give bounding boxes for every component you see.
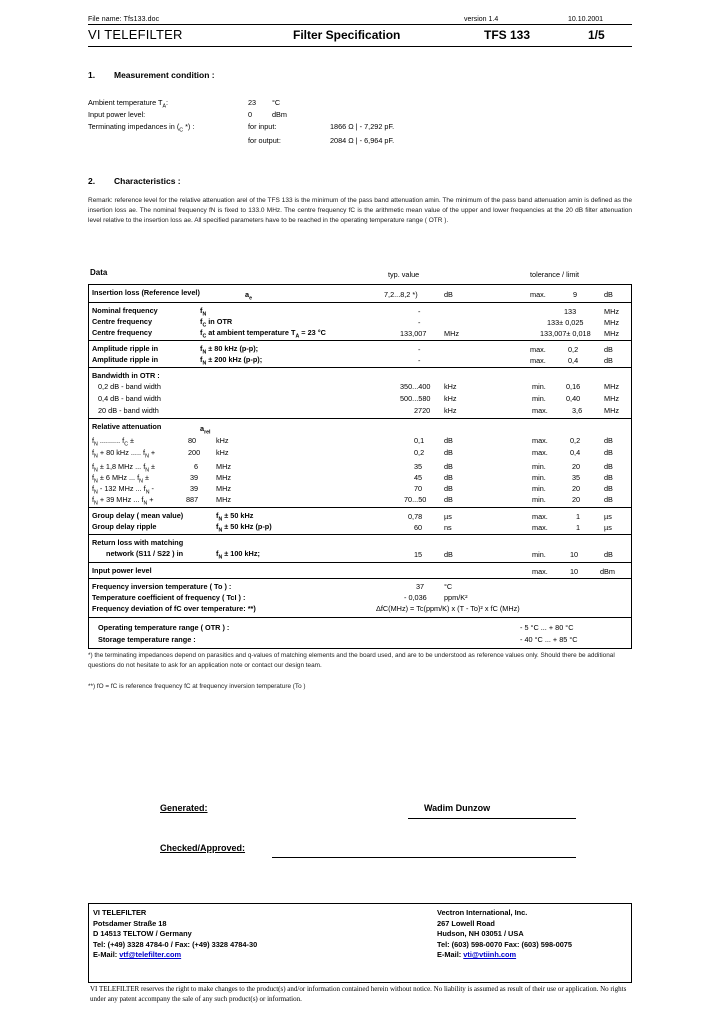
row-operating-temp-value: - 5 °C ... + 80 °C [520, 623, 574, 632]
row-bw-20-typ: 2720 [414, 406, 431, 415]
row-group-ripple-unit: µs [604, 523, 612, 532]
row-centre-freq-otr-name: Centre frequency [92, 317, 153, 326]
row-bw-20-name: 20 dB - band width [98, 406, 159, 415]
row-rel-1-typ: 0,1 [414, 436, 425, 445]
row-ripple-200-sym: $f_N \pm 200$ kHz (p-p); [200, 355, 263, 367]
footer-box [88, 903, 632, 983]
row-bw-20-tol: 3,6 [572, 406, 583, 415]
row-storage-temp-name: Storage temperature range : [98, 635, 196, 644]
row-bw-04-typ: 500...580 [400, 394, 431, 403]
input-power-unit: dBm [272, 110, 288, 119]
row-nominal-freq-unit: MHz [604, 307, 619, 316]
section2-number: 2. [88, 176, 96, 186]
row-rel-4-tol: 35 [572, 473, 581, 482]
table-rule-3 [88, 340, 632, 341]
row-storage-temp-value: - 40 °C ... + 85 °C [520, 635, 578, 644]
footer-left-line2: Potsdamer Straße 18 [93, 918, 167, 928]
row-insertion-loss-name: Insertion loss (Reference level) [92, 288, 200, 297]
row-return-loss-unit: dB [604, 550, 613, 559]
row-rel-att-sym: $a_{rel}$ [200, 424, 211, 436]
legal-disclaimer: VI TELEFILTER reserves the right to make changes to the product(s) and/or information contained herein without notice. No liability is assumed as result of their use or application. No rights under any patent accompany the sale of any such product(s) or information. [90, 985, 627, 1003]
row-rel-5-tol-pre: min. [532, 484, 546, 493]
footer-right-line2: 267 Lowell Road [437, 918, 495, 928]
row-insertion-loss-typ-unit: dB [444, 290, 453, 299]
row-rel-6-tol-pre: min. [532, 495, 546, 504]
row-ripple-200-typ: - [418, 356, 421, 365]
header-rule-top [88, 24, 632, 25]
row-ripple-80-typ: - [418, 345, 421, 354]
row-return-loss-name2: network (S11 / S22 ) in [106, 549, 184, 558]
row-ripple-200-tol: 0,4 [568, 356, 579, 365]
row-rel-1-name: $f_N$ .......... $f_C$ ± [92, 436, 135, 448]
footer-left-line4: Tel: (+49) 3328 4784-0 / Fax: (+49) 3328 4784-30 [93, 939, 258, 949]
row-bw-04-typ-unit: kHz [444, 394, 457, 403]
generated-label: Generated: [160, 803, 208, 813]
row-rel-5-unit2: dB [604, 484, 613, 493]
row-centre-freq-otr-tol: 133± 0,025 [547, 318, 584, 327]
row-group-delay-typ: 0,78 [408, 512, 423, 521]
footer-left-line3: D 14513 TELTOW / Germany [93, 929, 192, 939]
footer-right-line1: Vectron International, Inc. [437, 908, 528, 917]
row-insertion-loss-tol: 9 [573, 290, 578, 299]
row-bw-20-tol-pre: max. [532, 406, 548, 415]
row-group-delay-unit: µs [604, 512, 612, 521]
row-ripple-80-unit: dB [604, 345, 613, 354]
row-rel-5-typ-unit: dB [444, 484, 453, 493]
row-rel-1-unit2: dB [604, 436, 613, 445]
footer-right-email-label: E-Mail: [437, 950, 462, 960]
row-rel-3-unit: MHz [216, 462, 231, 471]
row-group-delay-tol: 1 [576, 512, 581, 521]
row-rel-6-unit2: dB [604, 495, 613, 504]
generated-signature-line [408, 818, 576, 819]
table-rule-6 [88, 507, 632, 508]
row-insertion-loss-sym: $a_e$ [245, 290, 252, 302]
row-rel-4-name: $f_N \pm 6$ MHz ... $f_N$ ± [92, 473, 149, 485]
term-output-label: for output: [248, 136, 281, 145]
row-rel-5-freq: 39 [190, 484, 199, 493]
row-return-loss-sym: $f_N \pm 100$ kHz; [216, 549, 260, 561]
row-rel-4-unit: MHz [216, 473, 231, 482]
term-input-label: for input: [248, 122, 277, 131]
row-input-power-tol: 10 [570, 567, 579, 576]
row-group-ripple-typ: 60 [414, 523, 423, 532]
row-rel-4-freq: 39 [190, 473, 199, 482]
row-tc-unit: ppm/K² [444, 593, 468, 602]
row-centre-freq-amb-name: Centre frequency [92, 328, 153, 337]
row-bw-02-name: 0,2 dB - band width [98, 382, 161, 391]
row-rel-6-freq: 887 [186, 495, 199, 504]
row-ripple-80-tol: 0,2 [568, 345, 579, 354]
row-bw-04-tol: 0,40 [566, 394, 581, 403]
footer-left-column [93, 908, 257, 961]
row-operating-temp-name: Operating temperature range ( OTR ) : [98, 623, 230, 632]
row-centre-freq-amb-unit: MHz [604, 329, 619, 338]
row-return-loss-typ-unit: dB [444, 550, 453, 559]
row-bw-20-unit: MHz [604, 406, 619, 415]
ambient-temp-value: 23 [248, 98, 257, 107]
row-group-ripple-tol-pre: max. [532, 523, 548, 532]
row-freq-dev-value: ΔfC(MHz) = Tc(ppm/K) x (T - To)² x fC (MHz) [376, 604, 520, 613]
row-ripple-80-sym: $f_N \pm 80$ kHz (p-p); [200, 344, 259, 356]
row-rel-1-tol-pre: max. [532, 436, 548, 445]
row-rel-2-tol: 0,4 [570, 448, 581, 457]
row-rel-5-name: $f_N - 132$ MHz ... $f_N$ - [92, 484, 154, 496]
footer-left-line1: VI TELEFILTER [93, 908, 147, 917]
section1-number: 1. [88, 70, 96, 80]
date-label: 10.10.2001 [568, 16, 604, 23]
table-rule-2 [88, 302, 632, 303]
table-rule-1 [88, 284, 632, 285]
term-input-value: 1866 Ω | - 7,292 pF. [330, 122, 395, 131]
row-rel-3-typ: 35 [414, 462, 423, 471]
row-rel-4-unit2: dB [604, 473, 613, 482]
row-bw-20-typ-unit: kHz [444, 406, 457, 415]
table-rule-10 [88, 617, 632, 618]
header-rule-bottom [88, 46, 632, 47]
row-group-ripple-sym: $f_N \pm 50$ kHz (p-p) [216, 522, 272, 534]
row-nominal-freq-typ: - [418, 307, 421, 316]
term-output-value: 2084 Ω | - 6,964 pF. [330, 136, 395, 145]
section2-title: Characteristics : [114, 176, 181, 186]
row-rel-3-tol: 20 [572, 462, 581, 471]
row-centre-freq-amb-tol: 133,007± 0,018 [540, 329, 591, 338]
row-bw-04-tol-pre: min. [532, 394, 546, 403]
row-freq-inv-temp-value: 37 [416, 582, 425, 591]
row-rel-6-typ: 70...50 [404, 495, 427, 504]
row-rel-6-tol: 20 [572, 495, 581, 504]
terminating-impedance-label: Terminating impedances in ($_C$ *) : [88, 122, 195, 134]
row-rel-3-tol-pre: min. [532, 462, 546, 471]
row-group-ripple-typ-unit: ns [444, 523, 452, 532]
row-rel-6-unit: MHz [216, 495, 231, 504]
row-ripple-200-unit: dB [604, 356, 613, 365]
footer-right-line3: Hudson, NH 03051 / USA [437, 929, 524, 939]
row-rel-4-typ-unit: dB [444, 473, 453, 482]
row-centre-freq-otr-unit: MHz [604, 318, 619, 327]
row-insertion-loss-tol-pre: max. [530, 290, 546, 299]
section1-title: Measurement condition : [114, 70, 215, 80]
table-rule-7 [88, 534, 632, 535]
page-title: Filter Specification [293, 28, 401, 42]
model-number: TFS 133 [484, 28, 531, 42]
generated-name: Wadim Dunzow [424, 803, 491, 813]
row-freq-dev-name: Frequency deviation of fC over temperature: **) [92, 604, 256, 613]
row-bw-02-typ: 350...400 [400, 382, 431, 391]
row-bw-04-unit: MHz [604, 394, 619, 403]
row-rel-1-unit: kHz [216, 436, 229, 445]
row-rel-1-freq: 80 [188, 436, 197, 445]
row-bandwidth-heading: Bandwidth in OTR : [92, 371, 160, 380]
row-rel-2-name: $f_N + 80$ kHz ..... $f_N$ + [92, 448, 156, 460]
table-rule-11 [88, 648, 632, 649]
col-header-tol: tolerance / limit [530, 270, 580, 279]
checked-signature-line [272, 857, 576, 858]
input-power-value: 0 [248, 110, 253, 119]
table-rule-4 [88, 367, 632, 368]
table-rule-9 [88, 578, 632, 579]
row-ripple-80-name: Amplitude ripple in [92, 344, 159, 353]
row-centre-freq-otr-sym: $f_C$ in OTR [200, 317, 233, 329]
row-input-power-name: Input power level [92, 566, 152, 575]
row-return-loss-tol: 10 [570, 550, 579, 559]
footer-right-line4: Tel: (603) 598-0070 Fax: (603) 598-0075 [437, 939, 573, 949]
row-tc-value: - 0,036 [404, 593, 427, 602]
footer-left-email-label: E-Mail: [93, 950, 118, 960]
row-rel-4-typ: 45 [414, 473, 423, 482]
row-group-delay-tol-pre: max. [532, 512, 548, 521]
row-centre-freq-amb-typ-unit: MHz [444, 329, 459, 338]
row-tc-name: Temperature coefficient of frequency ( TcI ) : [92, 593, 246, 602]
row-rel-2-typ-unit: dB [444, 448, 453, 457]
company-name: VI TELEFILTER [88, 27, 183, 42]
row-rel-5-unit: MHz [216, 484, 231, 493]
row-centre-freq-amb-typ: 133,007 [400, 329, 427, 338]
section2-remark: Remark: reference level for the relative attenuation arel of the TFS 133 is the minimum of the pass band attenuation amin. The minimum of the pass band attenuation amin is defined as the insertion loss ae. The nominal frequency fN is fixed to 133.0 MHz. The centre frequency fC is the arithmetic mean value of the upper and lower frequencies at the 20 dB filter attenuation level relative to the insertion loss ae. All specified parameters have to be reached in the operating temperature range ( OTR ). [88, 197, 632, 225]
row-nominal-freq-name: Nominal frequency [92, 306, 158, 315]
input-power-label: Input power level: [88, 110, 146, 119]
row-rel-3-name: $f_N \pm 1,8$ MHz ... $f_N$ ± [92, 462, 156, 474]
row-bw-02-unit: MHz [604, 382, 619, 391]
row-freq-inv-temp-name: Frequency inversion temperature ( To ) : [92, 582, 232, 591]
row-rel-2-unit2: dB [604, 448, 613, 457]
row-input-power-tol-pre: max. [532, 567, 548, 576]
row-input-power-unit: dBm [600, 567, 616, 576]
row-insertion-loss-typ: 7,2...8,2 *) [384, 290, 418, 299]
row-rel-6-typ-unit: dB [444, 495, 453, 504]
row-return-loss-typ: 15 [414, 550, 423, 559]
row-centre-freq-amb-sym: $f_C$ at ambient temperature $T_A = 23$ °C [200, 328, 326, 340]
row-return-loss-tol-pre: min. [532, 550, 546, 559]
row-group-ripple-tol: 1 [576, 523, 581, 532]
checked-label: Checked/Approved: [160, 843, 246, 853]
col-header-typ: typ. value [388, 270, 420, 279]
table-rule-8 [88, 562, 632, 563]
row-rel-3-unit2: dB [604, 462, 613, 471]
footer-right-email-link[interactable]: vti@vtiinh.com [463, 950, 517, 960]
row-bw-02-typ-unit: kHz [444, 382, 457, 391]
footer-right-column [437, 908, 572, 961]
row-ripple-80-tol-pre: max. [530, 345, 546, 354]
ambient-temp-unit: °C [272, 98, 281, 107]
footnote-1: *) the terminating impedances depend on parasitics and q-values of matching elements and the board used, and are to be understood as reference values only. Should there be additional questions do not hesitate to ask for an application note or contact our design team. [88, 652, 615, 669]
row-rel-5-typ: 70 [414, 484, 423, 493]
row-bw-02-tol-pre: min. [532, 382, 546, 391]
table-border-right [631, 284, 632, 648]
row-return-loss-name: Return loss with matching [92, 538, 184, 547]
row-centre-freq-otr-typ: - [418, 318, 421, 327]
document-header [88, 26, 632, 46]
ambient-temp-label: Ambient temperature $T_A$: [88, 98, 169, 110]
row-nominal-freq-tol: 133 [564, 307, 577, 316]
row-rel-1-typ-unit: dB [444, 436, 453, 445]
file-name: File name: Tfs133.doc [88, 16, 160, 23]
row-rel-3-freq: 6 [194, 462, 199, 471]
row-insertion-loss-tol-unit: dB [604, 290, 613, 299]
version-label: version 1.4 [464, 16, 499, 23]
row-rel-6-name: $f_N + 39$ MHz ... $f_N$ + [92, 495, 154, 507]
col-header-data: Data [90, 268, 108, 277]
page-number: 1/5 [588, 28, 605, 42]
row-rel-2-tol-pre: max. [532, 448, 548, 457]
table-border-left [88, 284, 89, 648]
row-group-delay-sym: $f_N \pm 50$ kHz [216, 511, 254, 523]
row-group-ripple-name: Group delay ripple [92, 522, 157, 531]
row-freq-inv-temp-unit: °C [444, 582, 453, 591]
row-ripple-200-tol-pre: max. [530, 356, 546, 365]
row-group-delay-typ-unit: µs [444, 512, 452, 521]
row-rel-2-freq: 200 [188, 448, 201, 457]
row-nominal-freq-sym: $f_N$ [200, 306, 207, 318]
row-group-delay-name: Group delay ( mean value) [92, 511, 184, 520]
row-rel-1-tol: 0,2 [570, 436, 581, 445]
table-rule-5 [88, 418, 632, 419]
row-ripple-200-name: Amplitude ripple in [92, 355, 159, 364]
row-rel-4-tol-pre: min. [532, 473, 546, 482]
row-bw-04-name: 0,4 dB - band width [98, 394, 161, 403]
row-bw-02-tol: 0,16 [566, 382, 581, 391]
footer-left-email-link[interactable]: vtf@telefilter.com [119, 950, 182, 960]
row-rel-3-typ-unit: dB [444, 462, 453, 471]
row-rel-att-heading: Relative attenuation [92, 422, 162, 431]
row-rel-5-tol: 20 [572, 484, 581, 493]
footnote-2: **) fO = fC is reference frequency fC at frequency inversion temperature (To ) [88, 683, 306, 690]
row-rel-2-typ: 0,2 [414, 448, 425, 457]
row-rel-2-unit: kHz [216, 448, 229, 457]
